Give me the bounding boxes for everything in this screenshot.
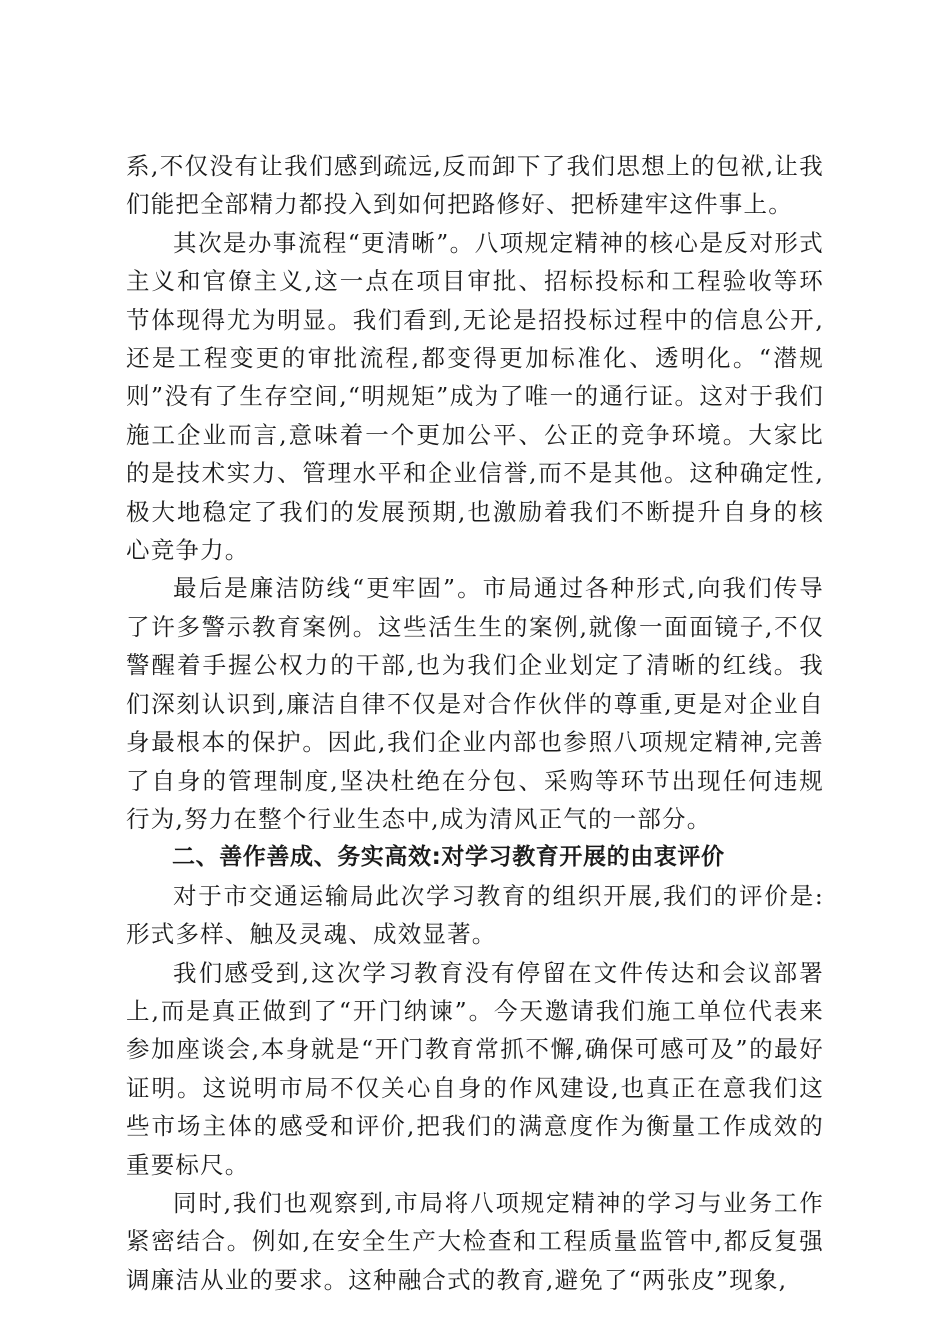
- body-paragraph-evaluation: 对于市交通运输局此次学习教育的组织开展,我们的评价是:形式多样、触及灵魂、成效显著。: [126, 881, 824, 949]
- document-page: [126, 147, 824, 1299]
- body-paragraph-continued: 系,不仅没有让我们感到疏远,反而卸下了我们思想上的包袱,让我们能把全部精力都投入到如何把路修好、把桥建牢这件事上。: [126, 152, 824, 219]
- body-paragraph-integrity-defense: 最后是廉洁防线“更牢固”。市局通过各种形式,向我们传导了许多警示教育案例。这些活生生的案例,就像一面面镜子,不仅警醒着手握公权力的干部,也为我们企业划定了清晰的红线。我们深刻认识到,廉洁自律不仅是对合作伙伴的尊重,更是对企业自身最根本的保护。因此,我们企业内部也参照八项规定精神,完善了自身的管理制度,坚决杜绝在分包、采购等环节出现任何违规行为,努力在整个行业生态中,成为清风正气的一部分。: [126, 574, 824, 833]
- body-paragraph-process-clarity: 其次是办事流程“更清晰”。八项规定精神的核心是反对形式主义和官僚主义,这一点在项目审批、招标投标和工程验收等环节体现得尤为明显。我们看到,无论是招投标过程中的信息公开,还是工程变更的审批流程,都变得更加标准化、透明化。“潜规则”没有了生存空间,“明规矩”成为了唯一的通行证。这对于我们施工企业而言,意味着一个更加公平、公正的竞争环境。大家比的是技术实力、管理水平和企业信誉,而不是其他。这种确定性,极大地稳定了我们的发展预期,也激励着我们不断提升自身的核心竞争力。: [126, 228, 824, 565]
- body-paragraph-integration: 同时,我们也观察到,市局将八项规定精神的学习与业务工作紧密结合。例如,在安全生产大检查和工程质量监管中,都反复强调廉洁从业的要求。这种融合式的教育,避免了“两张皮”现象,: [126, 1188, 824, 1294]
- body-paragraph-open-door: 我们感受到,这次学习教育没有停留在文件传达和会议部署上,而是真正做到了“开门纳谏”。今天邀请我们施工单位代表来参加座谈会,本身就是“开门教育常抓不懈,确保可感可及”的最好证明。这说明市局不仅关心自身的作风建设,也真正在意我们这些市场主体的感受和评价,把我们的满意度作为衡量工作成效的重要标尺。: [126, 958, 825, 1179]
- section-heading-2: 二、善作善成、务实高效:对学习教育开展的由衷评价: [172, 844, 725, 871]
